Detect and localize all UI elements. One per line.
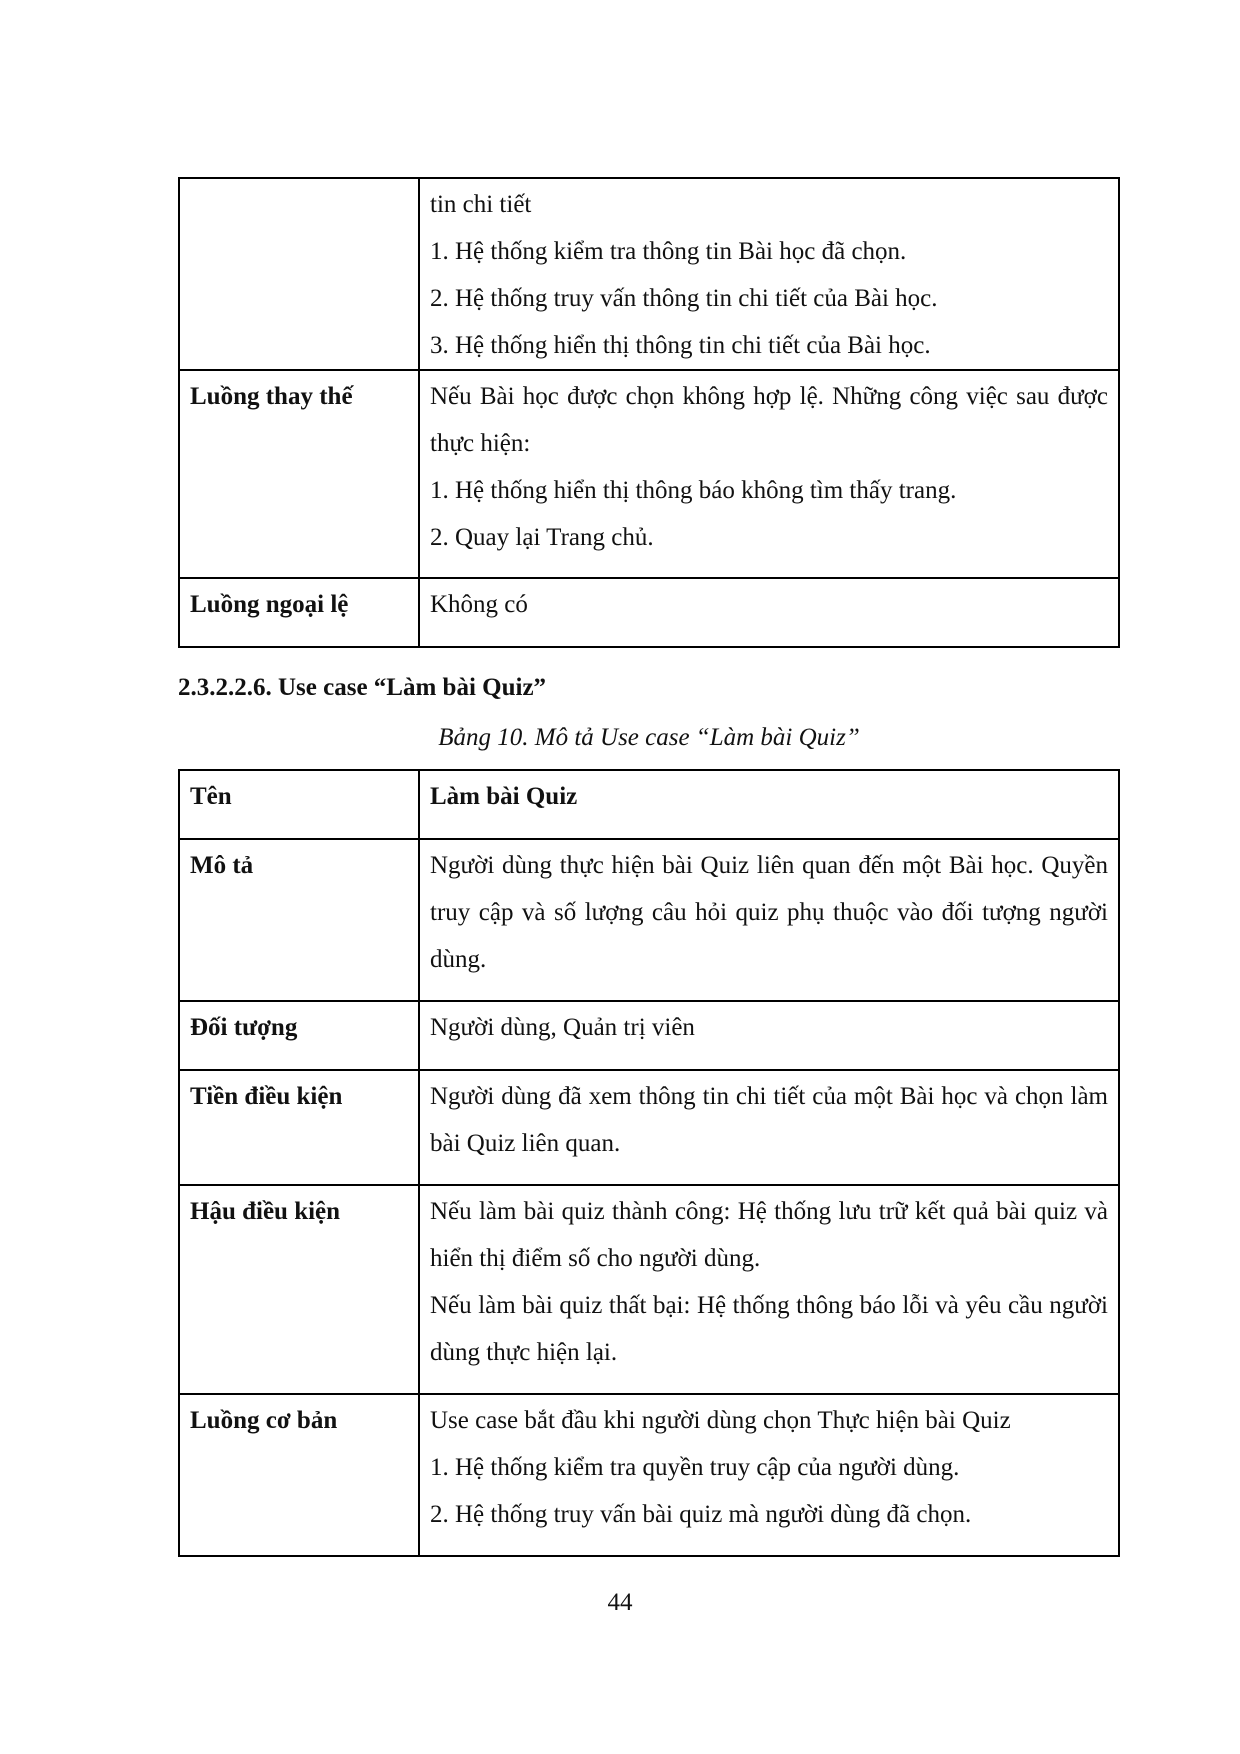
- content-line: 1. Hệ thống hiển thị thông báo không tìm thấy trang.: [430, 477, 957, 504]
- usecase-table: [178, 769, 1120, 1557]
- content-paragraph: Nếu làm bài quiz thất bại: Hệ thống thông báo lỗi và yêu cầu người dùng thực hiện lại.: [430, 1292, 1108, 1366]
- row-label: Luồng thay thế: [179, 370, 419, 578]
- row-label: Hậu điều kiện: [179, 1185, 419, 1394]
- row-label: Tiền điều kiện: [179, 1070, 419, 1185]
- row-label: Đối tượng: [179, 1001, 419, 1070]
- row-content: [419, 370, 1119, 578]
- row-label: Tên: [179, 770, 419, 839]
- table-row: [179, 770, 1119, 839]
- table-row: [179, 839, 1119, 1001]
- content-line: 1. Hệ thống kiểm tra thông tin Bài học đã chọn.: [430, 238, 907, 265]
- row-content: [419, 178, 1119, 370]
- table-row: [179, 370, 1119, 578]
- row-content: Người dùng đã xem thông tin chi tiết của một Bài học và chọn làm bài Quiz liên quan.: [419, 1070, 1119, 1185]
- page-number: 44: [607, 1589, 633, 1616]
- row-label: Luồng cơ bản: [179, 1394, 419, 1556]
- content-line: 2. Hệ thống truy vấn bài quiz mà người dùng đã chọn.: [430, 1501, 972, 1528]
- row-label: Luồng ngoại lệ: [179, 578, 419, 647]
- content-line: Use case bắt đầu khi người dùng chọn Thực hiện bài Quiz: [430, 1407, 1011, 1434]
- content-line: tin chi tiết: [430, 191, 532, 218]
- table-row: [179, 578, 1119, 647]
- table-row: [179, 1394, 1119, 1556]
- row-content: [419, 578, 1119, 647]
- table-caption: Bảng 10. Mô tả Use case “Làm bài Quiz”: [438, 724, 860, 751]
- row-label: Mô tả: [179, 839, 419, 1001]
- content-paragraph: Nếu Bài học được chọn không hợp lệ. Những công việc sau được thực hiện:: [430, 383, 1108, 457]
- section-heading: 2.3.2.2.6. Use case “Làm bài Quiz”: [178, 674, 547, 701]
- usecase-table-continued: [178, 177, 1120, 648]
- content-line: 2. Quay lại Trang chủ.: [430, 524, 654, 551]
- row-content: Người dùng, Quản trị viên: [419, 1001, 1119, 1070]
- row-content: Làm bài Quiz: [419, 770, 1119, 839]
- table-row: [179, 1185, 1119, 1394]
- row-label: [179, 178, 419, 370]
- row-content: [419, 1394, 1119, 1556]
- content-line: 3. Hệ thống hiển thị thông tin chi tiết của Bài học.: [430, 332, 931, 359]
- table-row: [179, 178, 1119, 370]
- row-content: [419, 1185, 1119, 1394]
- table-row: [179, 1070, 1119, 1185]
- table-row: [179, 1001, 1119, 1070]
- content-paragraph: Nếu làm bài quiz thành công: Hệ thống lưu trữ kết quả bài quiz và hiển thị điểm số cho người dùng.: [430, 1198, 1108, 1272]
- content-line: 2. Hệ thống truy vấn thông tin chi tiết của Bài học.: [430, 285, 938, 312]
- content-line: Không có: [430, 591, 528, 618]
- row-content: Người dùng thực hiện bài Quiz liên quan đến một Bài học. Quyền truy cập và số lượng câu hỏi quiz phụ thuộc vào đối tượng người dùng.: [419, 839, 1119, 1001]
- content-line: 1. Hệ thống kiểm tra quyền truy cập của người dùng.: [430, 1454, 960, 1481]
